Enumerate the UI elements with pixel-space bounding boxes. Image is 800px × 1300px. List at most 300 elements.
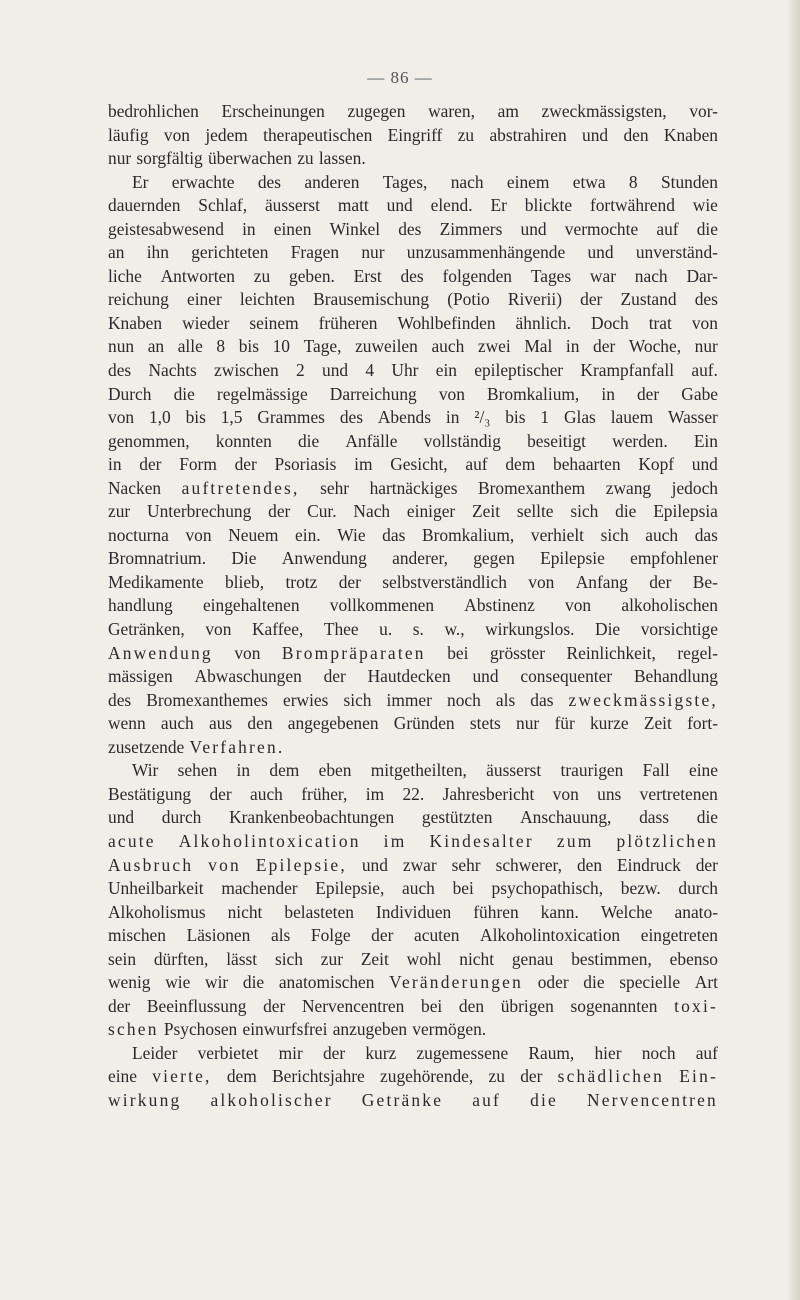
text-line: [108, 971, 718, 995]
word: Kindesalter: [429, 830, 534, 851]
word: auf: [472, 1089, 502, 1110]
word: wenn: [108, 713, 146, 734]
word: nicht: [459, 948, 495, 969]
word: immer: [386, 689, 432, 710]
word: lässt: [226, 948, 258, 969]
word: consequenter: [520, 666, 613, 687]
word: wohl: [406, 948, 442, 969]
word: kurze: [589, 713, 629, 734]
word: eine: [108, 1066, 137, 1087]
word: Getränke: [361, 1089, 444, 1110]
word: von: [552, 783, 579, 804]
word: sellte: [516, 501, 554, 522]
word: und: [322, 360, 349, 381]
word: anato-: [674, 901, 718, 922]
word: Knaben: [663, 124, 718, 145]
word: bei: [447, 642, 469, 663]
word: eingehaltenen: [202, 595, 300, 616]
word: Nach: [353, 501, 391, 522]
word: Fall: [642, 760, 670, 781]
word: des: [108, 689, 132, 710]
word: das: [382, 524, 406, 545]
word: grösster: [489, 642, 546, 663]
word: Tages: [530, 265, 572, 286]
word: zu: [297, 148, 314, 169]
text-line: [108, 124, 718, 148]
word: wieder: [182, 312, 230, 333]
word: und: [582, 124, 609, 145]
word: 8: [216, 336, 226, 357]
word: handlung: [108, 595, 173, 616]
word: erwachte: [171, 171, 235, 192]
word: Tages,: [382, 171, 428, 192]
word: bis: [185, 407, 206, 428]
word: an: [108, 242, 125, 263]
word: Ein: [693, 430, 718, 451]
word: 4: [365, 360, 375, 381]
word: auch: [431, 336, 465, 357]
word: wie: [165, 972, 191, 993]
word: zwar: [402, 854, 437, 875]
word: machender: [221, 878, 298, 899]
word: der: [338, 571, 361, 592]
word: dem: [226, 1066, 257, 1087]
word: bis: [238, 336, 259, 357]
word: einwurfsfrei: [242, 1019, 328, 1040]
word: sogenannten: [570, 995, 658, 1016]
word: bei: [421, 995, 443, 1016]
text-line: [108, 171, 718, 195]
word: einer: [187, 289, 222, 310]
word: von: [208, 854, 241, 875]
word: nur: [516, 713, 540, 734]
text-line: [108, 1042, 718, 1066]
word: zugemessene: [416, 1042, 509, 1063]
word: Alkoholintoxication: [480, 925, 621, 946]
word: dem: [505, 454, 536, 475]
word: auf: [695, 1042, 718, 1063]
word: 1,5: [220, 407, 243, 428]
word: ²/₃: [474, 407, 491, 428]
word: den: [623, 124, 649, 145]
word: nun: [108, 336, 135, 357]
word: der: [580, 289, 603, 310]
word: Epilepsie,: [315, 878, 385, 899]
word: in: [108, 454, 122, 475]
word: fort-: [687, 713, 718, 734]
word: Dar-: [686, 265, 718, 286]
word: geben.: [289, 265, 335, 286]
word: zum: [556, 830, 594, 851]
word: Darreichung: [329, 383, 417, 404]
word: Nervencentren: [587, 1089, 718, 1110]
word: nicht: [227, 901, 263, 922]
word: jedem: [205, 124, 248, 145]
word: Zeit: [643, 713, 672, 734]
word: von: [234, 642, 261, 663]
word: in: [242, 218, 256, 239]
word: äusserst: [264, 195, 320, 216]
word: Wir: [132, 760, 159, 781]
word: plötzlichen: [616, 830, 718, 851]
word: dauernden: [108, 195, 181, 216]
word: und: [108, 807, 135, 828]
word: in: [236, 760, 251, 781]
word: der: [263, 995, 286, 1016]
word: geistesabwesend: [108, 218, 224, 239]
word: die: [696, 807, 718, 828]
word: zu: [253, 265, 271, 286]
word: des: [339, 407, 363, 428]
word: für: [554, 713, 575, 734]
word: auch: [160, 713, 194, 734]
word: psychopathisch,: [491, 878, 604, 899]
word: regelmässige: [216, 383, 308, 404]
word: von: [108, 407, 135, 428]
word: Bromnatrium.: [108, 548, 207, 569]
word: Brausemischung: [313, 289, 430, 310]
word: läufig: [108, 124, 149, 145]
word: auf: [465, 454, 488, 475]
word: toxi-: [674, 995, 718, 1016]
word: das: [530, 689, 554, 710]
word: wirkung: [108, 1089, 182, 1110]
text-line: [108, 901, 718, 925]
word: und: [472, 666, 499, 687]
word: Wasser: [668, 407, 718, 428]
word: gegen: [473, 548, 515, 569]
word: Glas: [563, 407, 596, 428]
word: übrigen: [500, 995, 554, 1016]
word: vertretenen: [639, 783, 718, 804]
text-line: [108, 147, 718, 171]
word: abstrahiren: [489, 124, 567, 145]
word: trotz: [285, 571, 318, 592]
word: genau: [511, 948, 554, 969]
word: vierte,: [152, 1066, 212, 1087]
word: angegebenen: [287, 713, 379, 734]
word: zugehörende,: [380, 1066, 474, 1087]
word: Anfang: [575, 571, 628, 592]
word: ihn: [146, 242, 169, 263]
word: nur: [694, 336, 718, 357]
word: verbietet: [197, 1042, 259, 1063]
word: auftretendes,: [181, 477, 300, 498]
word: anzugeben: [332, 1019, 408, 1040]
word: der: [209, 783, 232, 804]
word: des: [694, 289, 718, 310]
word: lassen.: [318, 148, 366, 169]
word: sorgfältig: [136, 148, 203, 169]
text-line: [108, 1065, 718, 1089]
text-line: [108, 1018, 718, 1042]
word: und: [361, 854, 388, 875]
word: sein: [108, 948, 137, 969]
word: ähnlich.: [515, 312, 572, 333]
text-line: [108, 924, 718, 948]
word: Zustand: [620, 289, 677, 310]
word: beseitigt: [527, 430, 586, 451]
word: Bromkalium,: [421, 524, 515, 545]
word: Raum,: [528, 1042, 575, 1063]
word: jedoch: [671, 477, 718, 498]
text-line: [108, 218, 718, 242]
word: am: [497, 101, 519, 121]
word: blickte: [524, 195, 573, 216]
word: nur: [361, 242, 385, 263]
word: Krampfanfall: [580, 360, 675, 381]
text-line: [108, 288, 718, 312]
word: zur: [108, 501, 131, 522]
word: auf: [656, 218, 679, 239]
word: behaarten: [553, 454, 621, 475]
word: zu: [457, 124, 475, 145]
word: Eindruck: [617, 854, 681, 875]
word: schädlichen: [557, 1066, 664, 1087]
word: zweckmässigsten,: [541, 101, 667, 121]
word: durch: [161, 807, 202, 828]
word: werden.: [612, 430, 668, 451]
word: die: [696, 218, 718, 239]
word: (Potio: [447, 289, 490, 310]
word: Er: [490, 195, 507, 216]
word: acuten: [414, 925, 460, 946]
word: von: [565, 595, 592, 616]
word: bis: [505, 407, 526, 428]
word: Antworten: [160, 265, 235, 286]
word: Individuen: [375, 901, 452, 922]
word: von: [438, 383, 465, 404]
word: Be-: [692, 571, 718, 592]
word: sich: [600, 524, 629, 545]
word: von: [528, 571, 555, 592]
word: Eingriff: [387, 124, 443, 145]
word: der: [636, 383, 660, 404]
word: zu: [488, 1066, 505, 1087]
word: unverständ-: [635, 242, 718, 263]
word: Bromexanthemes: [146, 689, 268, 710]
word: Alkoholismus: [108, 901, 206, 922]
word: im: [354, 454, 373, 475]
word: der: [593, 336, 616, 357]
word: zweckmässigste,: [568, 689, 718, 710]
word: an: [147, 336, 165, 357]
word: äusserst: [486, 760, 542, 781]
word: 22.: [402, 783, 425, 804]
word: hartnäckiges: [369, 477, 458, 498]
word: zusetzende: [108, 736, 185, 757]
word: Beeinflussung: [146, 995, 247, 1016]
text-line: [108, 406, 718, 430]
word: Getränken,: [108, 619, 185, 640]
word: führen: [473, 901, 519, 922]
word: der: [322, 1042, 346, 1063]
word: Veränderungen: [389, 972, 524, 993]
word: Ein-: [679, 1066, 718, 1087]
word: bestimmen,: [571, 948, 652, 969]
word: 8: [628, 171, 638, 192]
word: ein: [435, 360, 457, 381]
word: war: [589, 265, 616, 286]
text-line: [108, 642, 718, 666]
word: noch: [447, 689, 481, 710]
word: fortwährend: [589, 195, 675, 216]
word: der: [323, 666, 346, 687]
word: 2: [296, 360, 305, 381]
word: Bestätigung: [108, 783, 192, 804]
word: vorsichtige: [640, 619, 718, 640]
word: nocturna: [108, 524, 169, 545]
word: Epilepsie: [540, 548, 605, 569]
text-line: [108, 618, 718, 642]
word: seinem: [249, 312, 299, 333]
word: 1: [540, 407, 550, 428]
word: acute: [108, 830, 156, 851]
word: Nachts: [148, 360, 197, 381]
word: von: [163, 124, 190, 145]
word: und: [386, 195, 413, 216]
word: Wohlbefinden: [397, 312, 496, 333]
word: Tage,: [303, 336, 342, 357]
text-line: [108, 265, 718, 289]
text-line: [108, 312, 718, 336]
word: vollkommenen: [329, 595, 435, 616]
word: matt: [337, 195, 369, 216]
word: specielle: [619, 972, 681, 993]
word: Doch: [591, 312, 629, 333]
word: bedrohlichen: [108, 101, 199, 121]
word: auch: [402, 878, 435, 899]
word: einem: [506, 171, 550, 192]
word: kann.: [540, 901, 579, 922]
word: Durch: [108, 383, 152, 404]
word: Bromkalium,: [487, 383, 580, 404]
word: von: [691, 312, 718, 333]
word: Läsionen: [186, 925, 251, 946]
text-line: [108, 712, 718, 736]
word: epileptischer: [474, 360, 564, 381]
word: Thee: [323, 619, 359, 640]
text-line: [108, 1089, 718, 1113]
word: Welche: [600, 901, 653, 922]
text-line: [108, 995, 718, 1019]
word: mitgetheilten,: [370, 760, 467, 781]
word: Abwaschungen: [194, 666, 302, 687]
word: alkoholischen: [621, 595, 718, 616]
text-line: [108, 806, 718, 830]
word: Fragen: [290, 242, 340, 263]
word: uns: [597, 783, 622, 804]
word: zuweilen: [355, 336, 418, 357]
word: früheren: [318, 312, 378, 333]
word: und: [691, 454, 718, 475]
word: mischen: [108, 925, 166, 946]
word: sich: [274, 948, 303, 969]
word: von: [185, 524, 212, 545]
word: im: [383, 830, 407, 851]
word: einiger: [406, 501, 456, 522]
word: u.: [379, 619, 393, 640]
word: des: [398, 218, 422, 239]
page-edge-shadow: [786, 0, 800, 1300]
word: erwies: [283, 689, 329, 710]
word: Gesicht,: [390, 454, 448, 475]
word: der: [520, 1066, 543, 1087]
word: des: [400, 265, 424, 286]
word: die: [530, 1089, 558, 1110]
word: der: [268, 501, 291, 522]
word: anderer,: [392, 548, 448, 569]
word: als: [270, 925, 291, 946]
word: Die: [595, 619, 621, 640]
word: der: [108, 995, 131, 1016]
word: regel-: [677, 642, 718, 663]
word: vermögen.: [412, 1019, 487, 1040]
word: Krankenbeobachtungen: [229, 807, 395, 828]
text-line: [108, 241, 718, 265]
word: etwa: [572, 171, 606, 192]
text-line: [108, 359, 718, 383]
word: hier: [594, 1042, 622, 1063]
word: Nervencentren: [301, 995, 405, 1016]
word: vermochte: [564, 218, 639, 239]
word: Winkel: [329, 218, 381, 239]
word: der: [234, 454, 257, 475]
text-line: [108, 759, 718, 783]
word: Epilepsie,: [255, 854, 347, 875]
word: zugegen: [347, 101, 406, 121]
word: auch: [645, 524, 679, 545]
word: Anfälle: [345, 430, 398, 451]
word: sehr: [320, 477, 350, 498]
word: kurz: [365, 1042, 397, 1063]
word: aus: [208, 713, 233, 734]
word: Behandlung: [633, 666, 718, 687]
word: wirkungslos.: [485, 619, 575, 640]
word: nur: [108, 148, 132, 169]
word: wir: [205, 972, 229, 993]
text-line: [108, 877, 718, 901]
word: Kopf: [638, 454, 675, 475]
word: genommen,: [108, 430, 190, 451]
word: die: [173, 383, 195, 404]
word: Wie: [337, 524, 366, 545]
word: noch: [641, 1042, 676, 1063]
word: Zimmers: [439, 218, 503, 239]
text-line: [108, 594, 718, 618]
word: Verfahren.: [189, 736, 285, 757]
word: Woche,: [628, 336, 682, 357]
word: alkoholischer: [210, 1089, 333, 1110]
word: Unterbrechung: [147, 501, 252, 522]
word: Jahresbericht: [442, 783, 535, 804]
word: 10: [272, 336, 290, 357]
word: Psychosen: [163, 1019, 238, 1040]
word: anatomischen: [278, 972, 375, 993]
text-line: [108, 689, 718, 713]
body-text: [108, 100, 718, 1113]
word: die: [583, 972, 605, 993]
text-line: [108, 524, 718, 548]
word: in: [445, 407, 460, 428]
word: sich: [570, 501, 599, 522]
word: die: [615, 501, 637, 522]
word: Hautdecken: [367, 666, 451, 687]
word: Folge: [310, 925, 351, 946]
text-line: [108, 100, 718, 124]
word: als: [495, 689, 516, 710]
text-line: [108, 430, 718, 454]
